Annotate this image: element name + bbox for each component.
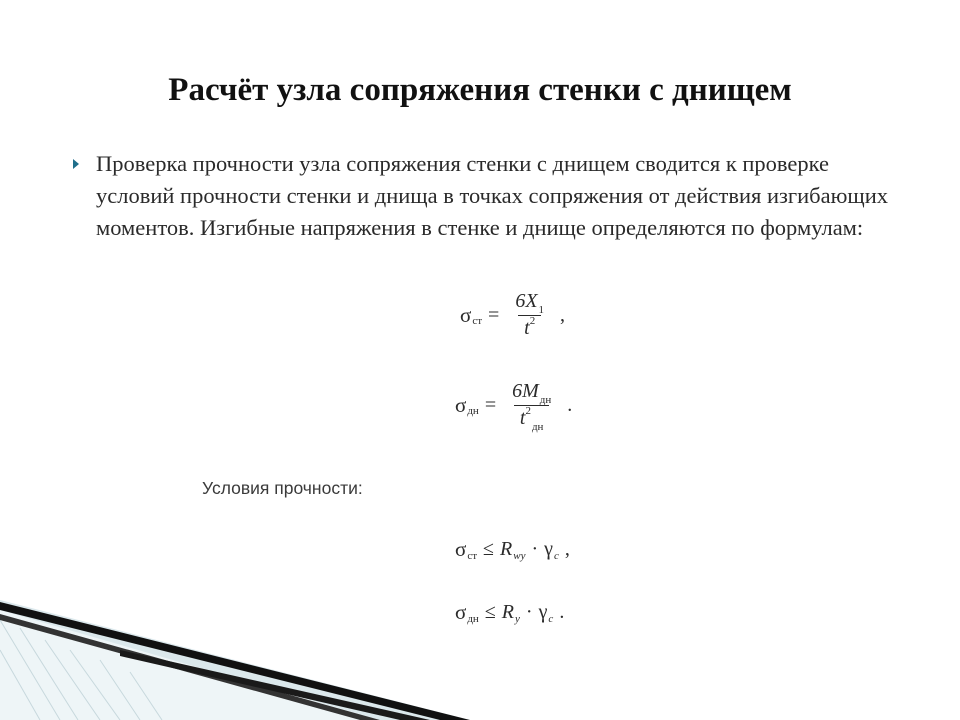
numerator-text: 6X: [515, 290, 538, 312]
gamma-subscript: c: [553, 549, 559, 562]
multiply-dot: ·: [531, 538, 539, 560]
sigma-symbol: σ: [455, 600, 467, 624]
punctuation: .: [559, 601, 565, 623]
punctuation: .: [567, 393, 573, 416]
numerator: [508, 380, 555, 405]
bullet-paragraph: Проверка прочности узла сопряжения стенки с днищем сводится к проверке условий прочности стенки и днища в точках сопряжения от действия изгибающих моментов. Изгибные напряжения в стенке и днище определяются по формулам:: [96, 151, 889, 240]
numerator-subscript: дн: [539, 394, 552, 406]
resistance-subscript: wy: [513, 549, 526, 562]
sigma-symbol: σ: [460, 302, 472, 327]
numerator: [511, 290, 548, 315]
subscript: ст: [472, 315, 483, 327]
fraction: [508, 380, 555, 433]
gamma-symbol: γ: [544, 538, 553, 560]
sigma-symbol: σ: [455, 392, 467, 417]
formula-bottom-condition: [455, 600, 564, 625]
relation-sign: ≤: [483, 538, 495, 560]
equals-sign: =: [484, 393, 497, 416]
gamma-subscript: c: [548, 612, 554, 625]
formula-wall-stress: [460, 290, 565, 340]
denominator-subscript: дн: [531, 421, 544, 433]
gamma-symbol: γ: [538, 601, 548, 623]
multiply-dot: ·: [525, 601, 533, 623]
denominator: [518, 315, 541, 340]
conditions-label: Условия прочности:: [202, 478, 363, 498]
denominator-superscript: 2: [525, 405, 531, 417]
fraction: [511, 290, 548, 340]
slide-title: Расчёт узла сопряжения стенки с днищем: [168, 72, 792, 108]
punctuation: ,: [560, 303, 566, 326]
triangle-right-icon: [73, 159, 79, 169]
numerator-subscript: 1: [538, 304, 545, 316]
punctuation: ,: [564, 538, 570, 560]
subscript: дн: [467, 405, 479, 417]
formula-bottom-stress: [455, 380, 573, 433]
numerator-text: 6M: [512, 380, 539, 402]
equals-sign: =: [488, 303, 500, 326]
subscript: дн: [467, 612, 479, 625]
relation-sign: ≤: [484, 601, 496, 623]
resistance-subscript: y: [515, 612, 520, 625]
sigma-symbol: σ: [455, 537, 467, 561]
resistance-symbol: R: [500, 538, 513, 560]
formula-wall-condition: [455, 537, 570, 562]
denominator-superscript: 2: [529, 315, 536, 327]
denominator-text: t: [519, 407, 526, 429]
resistance-symbol: R: [501, 601, 515, 623]
denominator: [514, 405, 550, 433]
subscript: ст: [467, 549, 478, 562]
denominator-text: t: [524, 317, 530, 339]
